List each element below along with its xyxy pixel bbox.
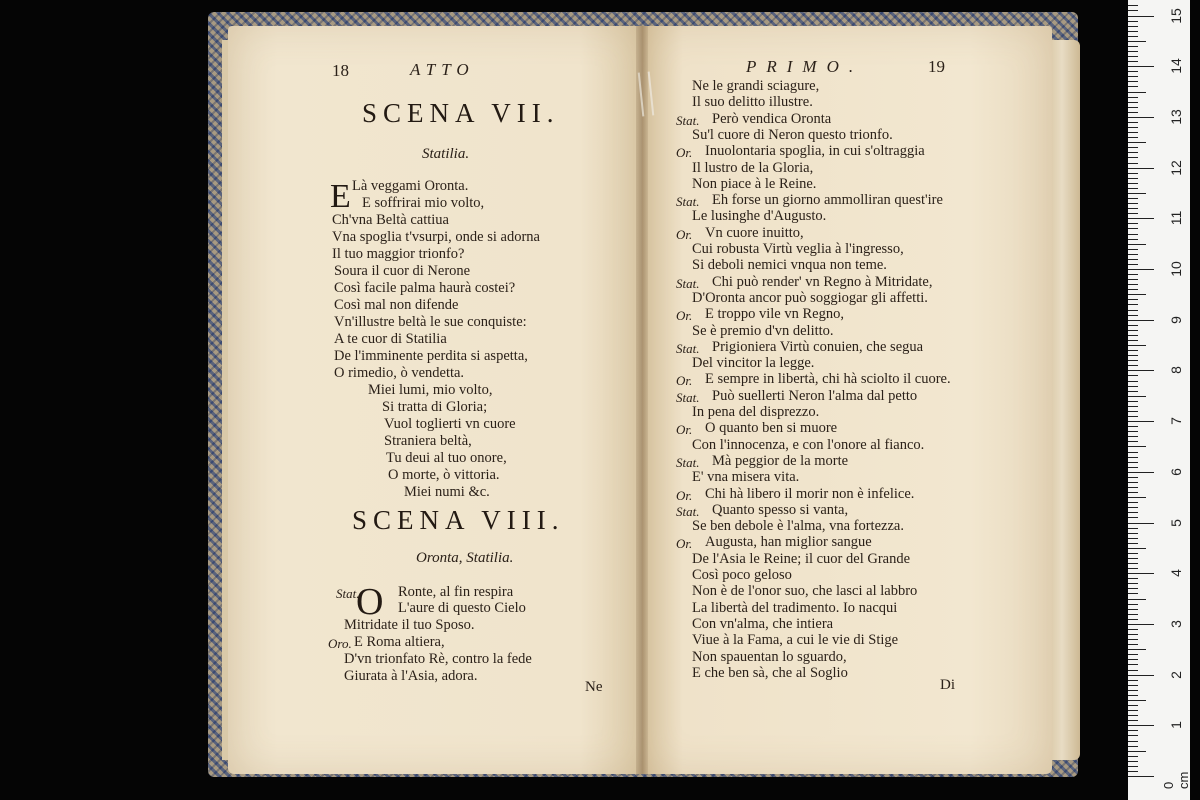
ruler-tick (1128, 193, 1146, 194)
ruler-tick (1128, 441, 1138, 442)
ruler-label: 8 (1168, 366, 1184, 375)
measuring-ruler (1128, 0, 1190, 800)
ruler-tick (1128, 573, 1154, 574)
ruler-tick (1128, 649, 1146, 650)
verse-line: In pena del disprezzo. (692, 404, 820, 420)
ruler-unit-label: 0 cm (1161, 771, 1191, 789)
speaker-label: Stat. (676, 454, 700, 470)
verse-line: Può suellerti Neron l'alma dal petto (712, 387, 918, 404)
ruler-tick (1128, 299, 1138, 300)
verse-line: A te cuor di Statilia (334, 331, 447, 347)
verse-line: Vna spoglia t'vsurpi, onde si adorna (332, 229, 540, 245)
ruler-tick (1128, 203, 1138, 204)
speaker-label: Stat. (676, 194, 700, 210)
ruler-tick (1128, 16, 1154, 17)
ruler-tick (1128, 467, 1138, 468)
verse-line: Se ben debole è l'alma, vna fortezza. (692, 518, 904, 535)
ruler-tick (1128, 213, 1138, 214)
verse-line: Non è de l'onor suo, che lasci al labbro (692, 583, 918, 600)
ruler-tick (1128, 310, 1138, 311)
speaker-label: Stat. (336, 586, 360, 601)
ruler-tick (1128, 700, 1146, 701)
ruler-tick (1128, 51, 1138, 52)
ruler-tick (1128, 578, 1138, 579)
verse-line: Mitridate il tuo Sposo. (344, 617, 475, 633)
ruler-tick (1128, 157, 1138, 158)
speaker-label: Or. (676, 226, 693, 242)
ruler-tick (1128, 92, 1146, 93)
ruler-tick (1128, 61, 1138, 62)
ruler-tick (1128, 76, 1138, 77)
verse-line: E troppo vile vn Regno, (705, 306, 844, 323)
ruler-tick (1128, 86, 1138, 87)
ruler-tick (1128, 325, 1138, 326)
ruler-tick (1128, 497, 1146, 498)
ruler-label: 9 (1168, 315, 1184, 324)
ruler-label: 13 (1168, 109, 1184, 125)
ruler-tick (1128, 365, 1138, 366)
verse-line: Viue à la Fama, a cui le vie di Stige (692, 632, 899, 649)
verse-line: Straniera beltà, (384, 433, 472, 449)
ruler-tick (1128, 396, 1146, 397)
ruler-tick (1128, 71, 1138, 72)
ruler-tick (1128, 695, 1138, 696)
verse-line: Vn'illustre beltà le sue conquiste: (334, 314, 527, 330)
verse-line: D'vn trionfato Rè, contro la fede (344, 651, 532, 667)
verse-line: Su'l cuore di Neron questo trionfo. (692, 126, 893, 143)
page-number-left: 18 (332, 61, 349, 80)
ruler-tick (1128, 142, 1146, 143)
ruler-tick (1128, 690, 1138, 691)
verse-line: Là veggami Oronta. (352, 178, 469, 194)
verse-line: L'aure di questo Cielo (398, 600, 526, 616)
ruler-tick (1128, 269, 1154, 270)
ruler-tick (1128, 659, 1138, 660)
ruler-tick (1128, 264, 1138, 265)
ruler-tick (1128, 147, 1138, 148)
ruler-tick (1128, 218, 1154, 219)
ruler-tick (1128, 10, 1138, 11)
speaker-label: Stat. (676, 112, 700, 128)
verse-line: Si deboli nemici vnqua non teme. (692, 257, 887, 274)
ruler-tick (1128, 411, 1138, 412)
verse-line: Giurata à l'Asia, adora. (344, 668, 478, 684)
ruler-tick (1128, 284, 1138, 285)
ruler-tick (1128, 56, 1138, 57)
ruler-tick (1128, 168, 1154, 169)
verse-line: Così mal non difende (334, 297, 459, 313)
ruler-tick (1128, 735, 1138, 736)
ruler-tick (1128, 599, 1146, 600)
verse-line: La libertà del tradimento. Io nacqui (692, 599, 898, 616)
ruler-tick (1128, 568, 1138, 569)
verse-line: Miei numi &c. (404, 484, 490, 500)
ruler-tick (1128, 46, 1138, 47)
ruler-tick (1128, 289, 1138, 290)
ruler-label: 1 (1168, 721, 1184, 730)
speaker-label: Stat. (676, 340, 700, 356)
verse-line: De l'Asia le Reine; il cuor del Grande (692, 550, 911, 567)
verse-line: E soffrirai mio volto, (362, 195, 485, 211)
ruler-tick (1128, 173, 1138, 174)
ruler-tick (1128, 406, 1138, 407)
ruler-tick (1128, 543, 1138, 544)
verse-line: Ne le grandi sciagure, (692, 78, 820, 94)
drop-cap-e: E (330, 178, 351, 215)
ruler-tick (1128, 330, 1138, 331)
ruler-tick (1128, 304, 1138, 305)
ruler-tick (1128, 482, 1138, 483)
ruler-tick (1128, 675, 1154, 676)
catchword-right: Di (940, 677, 955, 693)
ruler-label: 6 (1168, 467, 1184, 476)
ruler-tick (1128, 766, 1138, 767)
ruler-tick (1128, 391, 1138, 392)
ruler-tick (1128, 234, 1138, 235)
ruler-tick (1128, 416, 1138, 417)
scene-8-speakers: Oronta, Statilia. (416, 550, 514, 566)
verse-line: Così poco geloso (692, 567, 792, 583)
verse-line: Se è premio d'vn delitto. (692, 322, 834, 339)
verse-line: Il lustro de la Gloria, (692, 159, 814, 176)
speaker-label: Stat. (676, 503, 700, 519)
verse-line: Chi può render' vn Regno à Mitridate, (712, 273, 933, 290)
ruler-tick (1128, 588, 1138, 589)
ruler-tick (1128, 36, 1138, 37)
page-number-right: 19 (928, 57, 945, 76)
ruler-label: 11 (1168, 211, 1184, 226)
verse-line: Tu deui al tuo onore, (386, 450, 507, 466)
ruler-tick (1128, 634, 1138, 635)
ruler-tick (1128, 26, 1138, 27)
ruler-tick (1128, 619, 1138, 620)
ruler-label: 3 (1168, 620, 1184, 628)
ruler-tick (1128, 21, 1138, 22)
ruler-tick (1128, 294, 1146, 295)
ruler-tick (1128, 517, 1138, 518)
ruler-tick (1128, 705, 1138, 706)
ruler-tick (1128, 670, 1138, 671)
verse-line: Il suo delitto illustre. (692, 94, 813, 111)
verse-line: O quanto ben si muore (705, 420, 838, 437)
running-head-left: ATTO (410, 60, 475, 79)
ruler-tick (1128, 583, 1138, 584)
verse-line: De l'imminente perdita si aspetta, (334, 348, 528, 364)
speaker-label: Or. (676, 487, 693, 503)
ruler-tick (1128, 102, 1138, 103)
ruler-tick (1128, 741, 1138, 742)
ruler-label: 15 (1168, 7, 1184, 24)
ruler-tick (1128, 604, 1138, 605)
ruler-tick (1128, 431, 1138, 432)
verse-line: Non piace à le Reine. (692, 175, 817, 192)
verse-line: Però vendica Oronta (712, 110, 832, 127)
ruler-tick (1128, 188, 1138, 189)
verse-line: Con l'innocenza, e con l'onore al fianco. (692, 436, 925, 453)
speaker-label: Oro. (328, 636, 352, 651)
ruler-tick (1128, 771, 1138, 772)
ruler-tick (1128, 746, 1138, 747)
scene-8-title: SCENA VIII. (352, 505, 565, 535)
ruler-tick (1128, 274, 1138, 275)
scene-7-speaker: Statilia. (422, 146, 470, 162)
ruler-tick (1128, 553, 1138, 554)
ruler-tick (1128, 730, 1138, 731)
ruler-tick (1128, 66, 1154, 67)
ruler-tick (1128, 421, 1154, 422)
ruler-tick (1128, 452, 1138, 453)
ruler-tick (1128, 548, 1146, 549)
ruler-label: 2 (1168, 670, 1184, 679)
ruler-tick (1128, 492, 1138, 493)
ruler-label: 4 (1168, 569, 1184, 578)
ruler-tick (1128, 117, 1154, 118)
ruler-tick (1128, 644, 1138, 645)
ruler-tick (1128, 97, 1138, 98)
ruler-tick (1128, 112, 1138, 113)
running-head-right: PRIMO. (746, 57, 864, 76)
ruler-tick (1128, 381, 1138, 382)
verse-line: E sempre in libertà, chi hà sciolto il cuore. (705, 371, 951, 388)
ruler-tick (1128, 558, 1138, 559)
ruler-tick (1128, 639, 1138, 640)
verse-line: Ronte, al fin respira (398, 584, 514, 600)
speaker-label: Stat. (676, 275, 700, 291)
verse-line: Così facile palma haurà costei? (334, 280, 516, 296)
ruler-tick (1128, 446, 1146, 447)
verse-line: O rimedio, ò vendetta. (334, 365, 465, 381)
speaker-label: Or. (676, 536, 693, 552)
ruler-tick (1128, 228, 1138, 229)
verse-line: Inuolontaria spoglia, in cui s'oltraggia (705, 143, 925, 160)
verse-line: E che ben sà, che al Soglio (692, 664, 848, 681)
ruler-tick (1128, 350, 1138, 351)
ruler-tick (1128, 523, 1154, 524)
verse-line: Cui robusta Virtù veglia à l'ingresso, (692, 241, 904, 257)
ruler-tick (1128, 375, 1138, 376)
ruler-tick (1128, 239, 1138, 240)
ruler-tick (1128, 685, 1138, 686)
ruler-label: 7 (1168, 417, 1184, 425)
ruler-tick (1128, 477, 1138, 478)
drop-cap-o: O (356, 581, 384, 623)
verse-line: O morte, ò vittoria. (388, 467, 500, 483)
verse-line: Mà peggior de la morte (712, 452, 849, 469)
ruler-tick (1128, 244, 1146, 245)
ruler-tick (1128, 335, 1138, 336)
ruler-tick (1128, 315, 1138, 316)
ruler-tick (1128, 401, 1138, 402)
ruler-tick (1128, 254, 1138, 255)
speaker-label: Or. (676, 373, 693, 389)
page-edges-right (1050, 40, 1080, 760)
ruler-label: 12 (1168, 159, 1184, 176)
ruler-tick (1128, 137, 1138, 138)
ruler-tick (1128, 563, 1138, 564)
verse-line: Soura il cuor di Nerone (334, 263, 471, 279)
ruler-tick (1128, 609, 1138, 610)
speaker-label: Stat. (676, 389, 700, 405)
ruler-tick (1128, 761, 1138, 762)
verse-line: Con vn'alma, che intiera (692, 615, 834, 632)
ruler-tick (1128, 152, 1138, 153)
verse-line: E' vna misera vita. (692, 469, 800, 486)
ruler-tick (1128, 132, 1138, 133)
ruler-tick (1128, 502, 1138, 503)
ruler-tick (1128, 259, 1138, 260)
verse-line: Le lusinghe d'Augusto. (692, 208, 827, 225)
verse-line: Del vincitor la legge. (692, 355, 815, 372)
ruler-tick (1128, 462, 1138, 463)
ruler-tick (1128, 512, 1138, 513)
ruler-tick (1128, 208, 1138, 209)
verse-line: Vn cuore inuitto, (705, 224, 804, 241)
ruler-tick (1128, 279, 1138, 280)
ruler-tick (1128, 31, 1138, 32)
ruler-tick (1128, 664, 1138, 665)
verse-line: Augusta, han miglior sangue (705, 534, 872, 551)
verse-line: Quanto spesso si vanta, (712, 501, 849, 518)
ruler-tick (1128, 198, 1138, 199)
verse-line: D'Oronta ancor può soggiogar gli affetti. (692, 289, 928, 306)
verse-line: Eh forse un giorno ammolliran quest'ire (712, 192, 943, 209)
verse-line: Chi hà libero il morir non è infelice. (705, 485, 915, 502)
ruler-tick (1128, 776, 1154, 777)
ruler-label: 14 (1168, 58, 1184, 74)
ruler-tick (1128, 624, 1154, 625)
catchword-left: Ne (585, 679, 603, 695)
verse-line: Prigioniera Virtù conuien, che segua (712, 338, 924, 355)
ruler-label: 5 (1168, 518, 1184, 527)
ruler-tick (1128, 528, 1138, 529)
ruler-tick (1128, 320, 1154, 321)
ruler-tick (1128, 472, 1154, 473)
ruler-tick (1128, 249, 1138, 250)
ruler-tick (1128, 127, 1138, 128)
ruler-tick (1128, 629, 1138, 630)
ruler-tick (1128, 355, 1138, 356)
ruler-tick (1128, 720, 1138, 721)
speaker-label: Or. (676, 422, 693, 438)
gutter (636, 26, 648, 774)
speaker-label: Or. (676, 145, 693, 161)
verse-line: Si tratta di Gloria; (382, 399, 488, 415)
ruler-tick (1128, 163, 1138, 164)
ruler-tick (1128, 5, 1138, 6)
ruler-tick (1128, 345, 1146, 346)
ruler-tick (1128, 340, 1138, 341)
ruler-tick (1128, 426, 1138, 427)
ruler-tick (1128, 81, 1138, 82)
ruler-tick (1128, 614, 1138, 615)
ruler-tick (1128, 107, 1138, 108)
verse-line: Miei lumi, mio volto, (368, 382, 493, 398)
verse-line: Il tuo maggior trionfo? (332, 246, 465, 262)
ruler-tick (1128, 751, 1146, 752)
ruler-tick (1128, 122, 1138, 123)
verse-line: Ch'vna Beltà cattiua (332, 212, 449, 228)
ruler-tick (1128, 223, 1138, 224)
ruler-tick (1128, 507, 1138, 508)
ruler-tick (1128, 178, 1138, 179)
ruler-tick (1128, 487, 1138, 488)
speaker-label: Or. (676, 308, 693, 324)
ruler-label: 10 (1168, 261, 1184, 277)
scene-7-title: SCENA VII. (362, 98, 560, 128)
ruler-tick (1128, 436, 1138, 437)
ruler-tick (1128, 725, 1154, 726)
ruler-tick (1128, 756, 1138, 757)
ruler-tick (1128, 183, 1138, 184)
ruler-tick (1128, 360, 1138, 361)
ruler-tick (1128, 386, 1138, 387)
verse-line: Non spauentan lo sguardo, (692, 648, 847, 665)
ruler-tick (1128, 457, 1138, 458)
verse-line: E Roma altiera, (354, 634, 445, 650)
ruler-tick (1128, 593, 1138, 594)
ruler-tick (1128, 654, 1138, 655)
ruler-tick (1128, 533, 1138, 534)
ruler-tick (1128, 710, 1138, 711)
ruler-tick (1128, 370, 1154, 371)
ruler-tick (1128, 538, 1138, 539)
verse-line: Vuol toglierti vn cuore (384, 416, 516, 432)
ruler-tick (1128, 715, 1138, 716)
ruler-tick (1128, 41, 1146, 42)
ruler-tick (1128, 680, 1138, 681)
